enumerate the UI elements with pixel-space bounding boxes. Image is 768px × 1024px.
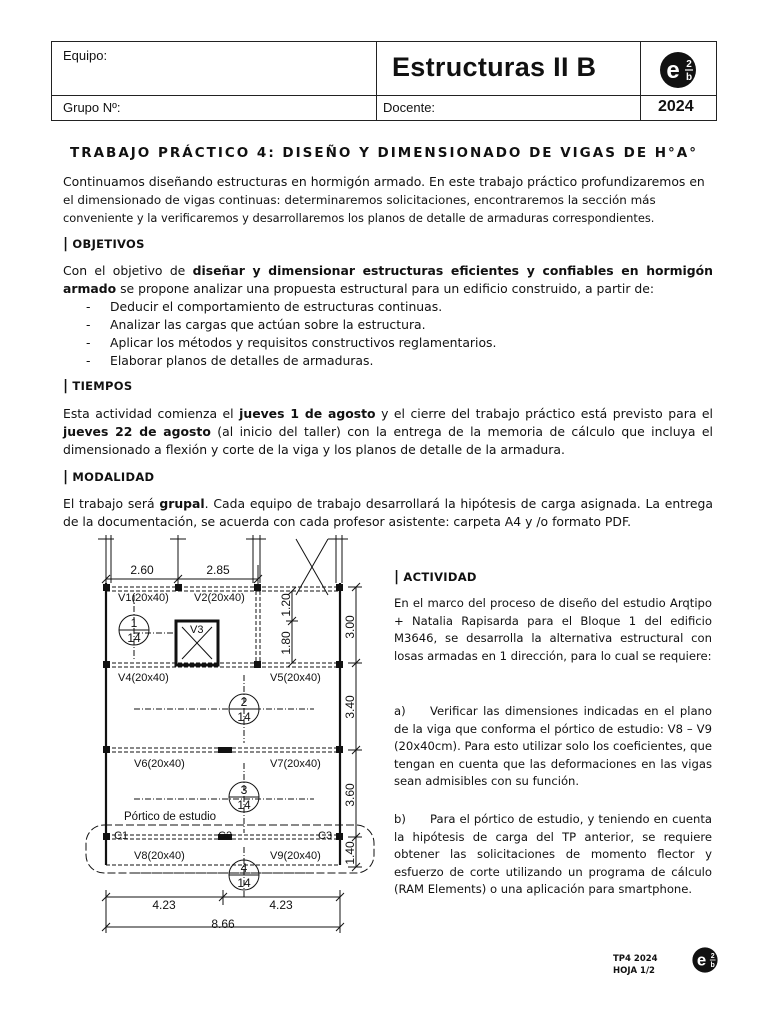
slab-3-num: 3	[240, 783, 248, 797]
dim-right-1: 3.00	[343, 615, 357, 639]
slab-4-num: 4	[240, 861, 248, 875]
team-field-label: Equipo:	[63, 48, 108, 63]
beam-label-v8: V8(20x40)	[134, 850, 185, 862]
dim-right-4: 1.40	[343, 841, 357, 865]
beam-label-v6: V6(20x40)	[134, 758, 185, 770]
logo-sub: b	[685, 72, 693, 83]
e2b-logo-icon	[658, 50, 698, 90]
intro-line-3: conveniente y la verificaremos y desarrollaremos los planos de detalle de armaduras correspondientes.	[63, 211, 655, 225]
logo-letter: e	[666, 57, 680, 84]
section-heading-modalidad: | MODALIDAD	[63, 469, 155, 485]
dim-bottom-1: 4.23	[152, 898, 176, 912]
group-field-label: Grupo Nº:	[63, 100, 121, 115]
beam-label-v9: V9(20x40)	[270, 850, 321, 862]
document-title: TRABAJO PRÁCTICO 4: DISEÑO Y DIMENSIONADO DE VIGAS DE H°A°	[69, 145, 699, 161]
beam-label-v5: V5(20x40)	[270, 672, 321, 684]
section-heading-actividad: | ACTIVIDAD	[394, 569, 477, 585]
slab-3-den: 14	[237, 798, 251, 812]
dim-inner-2: 1.20	[279, 593, 293, 617]
actividad-intro: En el marco del proceso de diseño del estudio Arqtipo + Natalia Rapisarda para el Bloque 1 del edificio M3646, se desarrolla la alternativa estructural con losas armadas en 1 dirección, para lo cual se requiere:	[394, 596, 712, 663]
logo-sup: 2	[686, 59, 692, 70]
column-label-c3: C3	[318, 830, 333, 842]
svg-text:2: 2	[710, 952, 715, 960]
column-label-c2: C2	[218, 830, 233, 842]
svg-text:b: b	[710, 962, 715, 969]
dim-top-2: 2.85	[206, 563, 230, 577]
list-item: - Aplicar los métodos y requisitos constructivos reglamentarios.	[86, 335, 497, 350]
slab-2-num: 2	[240, 695, 248, 709]
svg-text:e: e	[696, 950, 707, 970]
dim-inner-1: 1.80	[279, 631, 293, 655]
slab-2-den: 14	[237, 710, 251, 724]
section-heading-objetivos: | OBJETIVOS	[63, 236, 145, 252]
actividad-item-a: a) Verificar las dimensiones indicadas en el plano de la viga que conforma el pórtico de estudio: V8 – V9 (20x40cm). Para esto utilizar solo los coeficientes, que tengan en cuenta que las deformaciones en las vigas sean admisibles con su función.	[394, 704, 712, 789]
beam-label-v4: V4(20x40)	[118, 672, 169, 684]
header-table	[51, 41, 717, 121]
course-title: Estructuras II B	[392, 52, 597, 82]
beam-label-v3: V3	[190, 624, 204, 636]
dim-right-3: 3.60	[343, 783, 357, 807]
teacher-field-label: Docente:	[383, 100, 436, 115]
structural-plan-drawing	[78, 535, 380, 947]
modalidad-paragraph: El trabajo será grupal. Cada equipo de trabajo desarrollará la hipótesis de carga asignada. La entrega de la documentación, se acuerda con cada profesor asistente: carpeta A4 y /o formato PDF.	[63, 496, 713, 529]
dim-right-2: 3.40	[343, 695, 357, 719]
slab-1-num: 1	[130, 616, 138, 630]
beam-label-v2: V2(20x40)	[194, 592, 245, 604]
list-item: - Deducir el comportamiento de estructuras continuas.	[86, 299, 443, 314]
objetivos-list	[86, 298, 686, 370]
dim-top-1: 2.60	[130, 563, 154, 577]
slab-1-den: 14	[127, 631, 141, 645]
portico-label: Pórtico de estudio	[124, 811, 217, 823]
footer-e2b-logo-icon	[691, 946, 719, 974]
beam-label-v1: V1(20x40)	[118, 592, 169, 604]
section-heading-tiempos: | TIEMPOS	[63, 378, 133, 394]
course-year: 2024	[658, 98, 694, 115]
intro-paragraph	[63, 173, 713, 227]
beam-label-v7: V7(20x40)	[270, 758, 321, 770]
list-item: - Elaborar planos de detalles de armaduras.	[86, 353, 374, 368]
actividad-item-b: b) Para el pórtico de estudio, y teniendo en cuenta la hipótesis de carga del TP anterior, se requiere obtener las solicitaciones de momento flector y esfuerzo de corte utilizando un programa de cálculo (RAM Elements) o una aplicación para smartphone.	[394, 812, 712, 897]
dim-bottom-2: 4.23	[269, 898, 293, 912]
footer-code: TP4 2024 HOJA 1/2	[613, 954, 658, 976]
intro-line-2: el dimensionado de vigas continuas: determinaremos solicitaciones, encontraremos la sección más	[63, 193, 656, 207]
column-label-c1: C1	[114, 830, 129, 842]
intro-line-1: Continuamos diseñando estructuras en hormigón armado. En este trabajo práctico profundizaremos en	[63, 174, 705, 189]
list-item: - Analizar las cargas que actúan sobre la estructura.	[86, 317, 426, 332]
tiempos-paragraph: Esta actividad comienza el jueves 1 de agosto y el cierre del trabajo práctico está previsto para el jueves 22 de agosto (al inicio del taller) con la entrega de la memoria de cálculo que incluya el dimensionado a flexión y corte de la viga y los planos de detalle de la armadura.	[63, 406, 713, 457]
objetivos-paragraph: Con el objetivo de diseñar y dimensionar estructuras eficientes y confiables en hormigón armado se propone analizar una propuesta estructural para un edificio construido, a partir de:	[63, 263, 714, 296]
slab-4-den: 14	[237, 876, 251, 890]
dim-total: 8.66	[211, 917, 235, 931]
